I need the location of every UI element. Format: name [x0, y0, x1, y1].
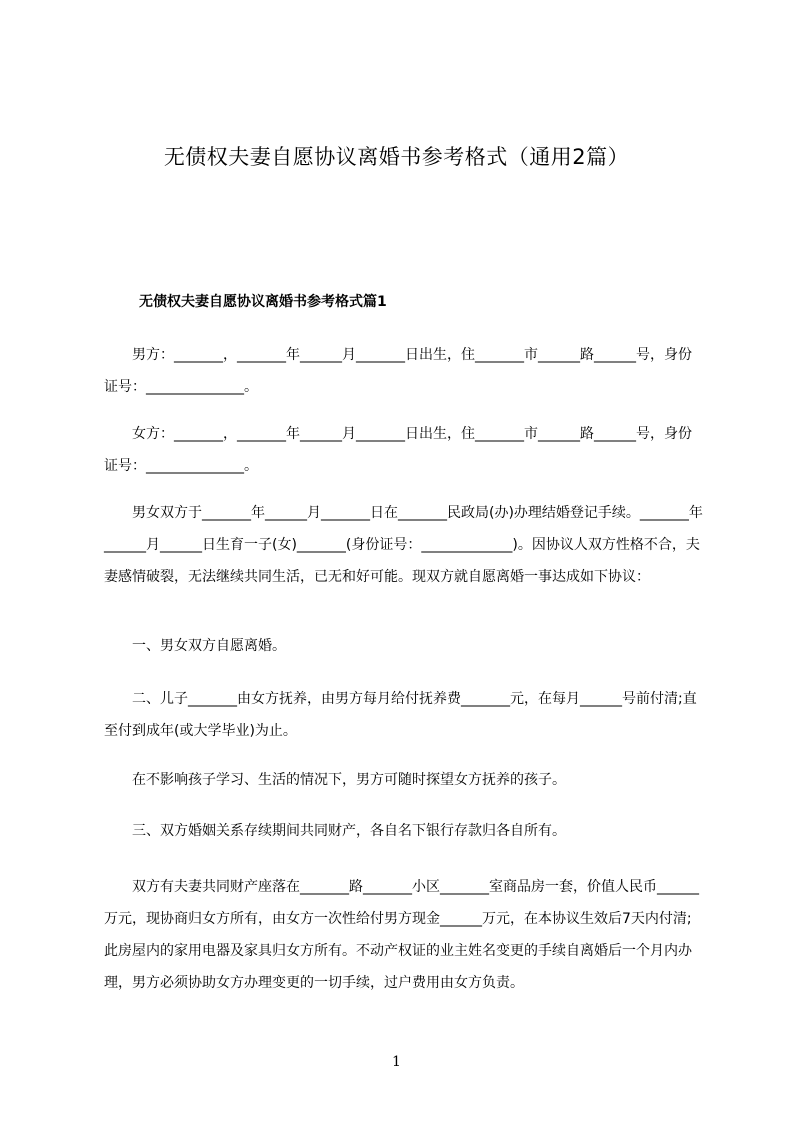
paragraph-clause-2: 二、儿子_______由女方抚养，由男方每月给付抚养费_______元，在每月______号前付清;直至付到成年(或大学毕业)为止。 — [104, 691, 697, 739]
paragraph-male-party: 男方：_______，_______年______月_______日出生，住_______市______路______号，身份证号：______________。 — [104, 347, 692, 395]
paragraph-property: 双方有夫妻共同财产座落在_______路_______小区_______室商品房一套，价值人民币______万元，现协商归女方所有，由女方一次性给付男方现金______万元，在本协议生效后7天内付清;此房屋内的家用电器及家具归女方所有。不动产权证的业主姓名变更的手续自离婚后一个月内办理，男方必须协助女方办理变更的一切手续，过户费用由女方负责。 — [104, 879, 699, 991]
section-heading: 无债权夫妻自愿协议离婚书参考格式篇1 — [139, 294, 387, 310]
paragraph-visitation: 在不影响孩子学习、生活的情况下，男方可随时探望女方抚养的孩子。 — [104, 772, 566, 788]
page-number: 1 — [392, 1054, 401, 1070]
paragraph-marriage-registration: 男女双方于_______年______月_______日在_______民政局(办)办理结婚登记手续。_______年______月______日生育一子(女)_______(身份证号：_____________)。因协议人双方性格不合，夫妻感情破裂，无法继续共同生活，已无和好可能。现双方就自愿离婚一事达成如下协议： — [104, 505, 703, 585]
paragraph-clause-3: 三、双方婚姻关系存续期间共同财产，各自名下银行存款归各自所有。 — [104, 823, 566, 839]
paragraph-female-party: 女方：_______，_______年______月_______日出生，住_______市______路______号，身份证号：______________。 — [104, 426, 692, 474]
document-title: 无债权夫妻自愿协议离婚书参考格式（通用2篇） — [163, 145, 630, 169]
paragraph-clause-1: 一、男女双方自愿离婚。 — [104, 638, 286, 654]
